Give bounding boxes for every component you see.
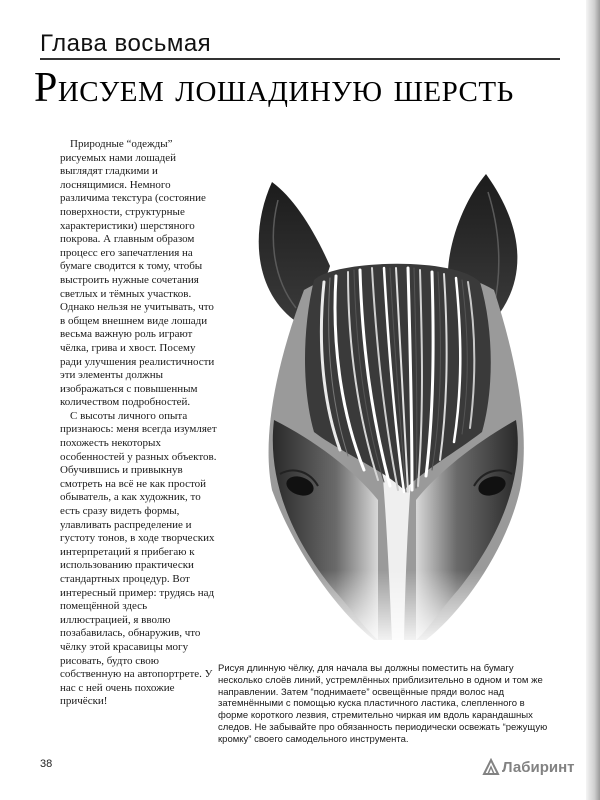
page-edge-shadow — [586, 0, 600, 800]
labirint-logo-icon — [482, 758, 500, 776]
body-paragraph-1: Природные “одежды” рисуемых нами лошадей выглядят гладкими и лоснящимися. Немного различима текстура (состояние поверхности, структурные характеристики) шерстяного покрова. А главным образом процесс его запечатления на бумаге сводится к тому, чтобы выстроить нужные сочетания светлых и тёмных участков. Однако нельзя не учитывать, что в общем внешнем виде лошади весьма важную роль играют чёлка, грива и хвост. Посему ради улучшения реалистичности эти элементы должны изображаться с повышенным количеством подробностей. — [60, 138, 215, 409]
page-title: Рисуем лошадиную шерсть — [34, 65, 514, 111]
chapter-rule — [40, 58, 560, 60]
body-text — [60, 138, 220, 709]
labirint-watermark — [482, 758, 575, 776]
body-paragraph-2: С высоты личного опыта признаюсь: меня всегда изумляет похожесть некоторых особенностей у разных объектов. Обучившись и привыкнув смотреть на всё не как простой обыватель, а как художник, то есть сразу видеть формы, улавливать распределение и густоту тонов, в ходе творческих интерпретаций я прибегаю к использованию практически стандартных процедур. Вот интересный пример: трудясь над помещённой здесь иллюстрацией, я вволю позабавилась, обнаружив, что чёлку этой красавицы могу рисовать, будто свою собственную на автопортрете. У нас с ней очень похожие причёски! — [60, 409, 217, 708]
illustration-caption: Рисуя длинную чёлку, для начала вы должны поместить на бумагу несколько слоёв линий, устремлённых приблизительно в одном и том же направлении. Затем “поднимаете” освещённые пряди волос над затемнёнными с помощью куска пластичного ластика, слепленного в форме короткого лезвия, стремительно чиркая им вдоль карандашных следов. Не забывайте про обязанность периодически освежать “режущую кромку” своего самодельного инструмента. — [218, 663, 548, 745]
horse-head-illustration — [244, 170, 544, 650]
page-number: 38 — [40, 758, 53, 770]
chapter-label: Глава восьмая — [40, 30, 212, 57]
watermark-text: Лабиринт — [502, 758, 575, 776]
